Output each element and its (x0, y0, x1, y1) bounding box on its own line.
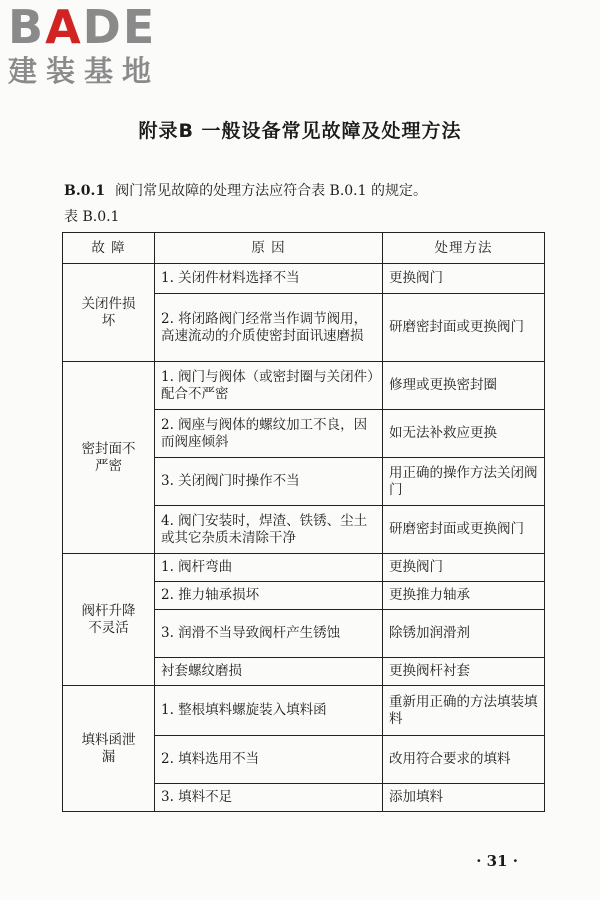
logo-wordmark (8, 2, 178, 52)
logo-letter: D (82, 0, 123, 54)
cause-cell: 衬套螺纹磨损 (155, 658, 383, 686)
method-cell: 添加填料 (383, 784, 545, 812)
clause-text: 阀门常见故障的处理方法应符合表 B.0.1 的规定。 (115, 183, 427, 199)
logo-subtitle: 建装基地 (8, 54, 161, 88)
cause-cell: 2. 填料选用不当 (155, 736, 383, 784)
fault-cell (63, 686, 155, 812)
cause-cell: 1. 关闭件材料选择不当 (155, 264, 383, 294)
method-cell: 更换阀门 (383, 264, 545, 294)
cause-cell: 2. 阀座与阀体的螺纹加工不良，因而阀座倾斜 (155, 410, 383, 458)
fault-cell (63, 264, 155, 362)
method-cell: 研磨密封面或更换阀门 (383, 506, 545, 554)
header-cause: 原 因 (155, 233, 383, 264)
cause-cell: 1. 阀杆弯曲 (155, 554, 383, 582)
clause-paragraph (64, 180, 427, 200)
cause-cell: 1. 阀门与阀体（或密封圈与关闭件）配合不严密 (155, 362, 383, 410)
table-row (63, 362, 545, 410)
method-cell: 研磨密封面或更换阀门 (383, 294, 545, 362)
table-row (63, 686, 545, 736)
fault-label: 阀杆升降不灵活 (81, 602, 136, 636)
table-header-row (63, 233, 545, 264)
header-method: 处理方法 (383, 233, 545, 264)
page-number: · 31 · (476, 852, 518, 870)
method-cell: 更换阀门 (383, 554, 545, 582)
table-label: 表 B.0.1 (64, 209, 120, 225)
fault-label: 填料函泄漏 (81, 731, 136, 765)
method-cell: 用正确的操作方法关闭阀门 (383, 458, 545, 506)
fault-table (62, 232, 545, 812)
method-cell: 重新用正确的方法填装填料 (383, 686, 545, 736)
cause-cell: 1. 整根填料螺旋装入填料函 (155, 686, 383, 736)
method-cell: 如无法补救应更换 (383, 410, 545, 458)
fault-cell (63, 554, 155, 686)
cause-cell: 3. 关闭阀门时操作不当 (155, 458, 383, 506)
method-cell: 除锈加润滑剂 (383, 610, 545, 658)
appendix-title: 附录B 一般设备常见故障及处理方法 (138, 120, 462, 142)
table-row (63, 554, 545, 582)
fault-label: 关闭件损坏 (81, 295, 136, 329)
fault-label: 密封面不严密 (81, 440, 136, 474)
method-cell: 更换阀杆衬套 (383, 658, 545, 686)
cause-cell: 2. 推力轴承损坏 (155, 582, 383, 610)
clause-number: B.0.1 (64, 183, 106, 199)
cause-cell: 3. 填料不足 (155, 784, 383, 812)
bade-logo (8, 2, 178, 94)
logo-letter: E (122, 0, 157, 54)
cause-cell: 3. 润滑不当导致阀杆产生锈蚀 (155, 610, 383, 658)
logo-letter-accent: A (45, 0, 83, 54)
method-cell: 更换推力轴承 (383, 582, 545, 610)
method-cell: 修理或更换密封圈 (383, 362, 545, 410)
fault-cell (63, 362, 155, 554)
cause-cell: 2. 将闭路阀门经常当作调节阀用，高速流动的介质使密封面讯速磨损 (155, 294, 383, 362)
table-body (63, 264, 545, 812)
cause-cell: 4. 阀门安装时，焊渣、铁锈、尘土或其它杂质未清除干净 (155, 506, 383, 554)
header-fault: 故 障 (63, 233, 155, 264)
method-cell: 改用符合要求的填料 (383, 736, 545, 784)
table-row (63, 264, 545, 294)
logo-letter: B (8, 0, 46, 54)
